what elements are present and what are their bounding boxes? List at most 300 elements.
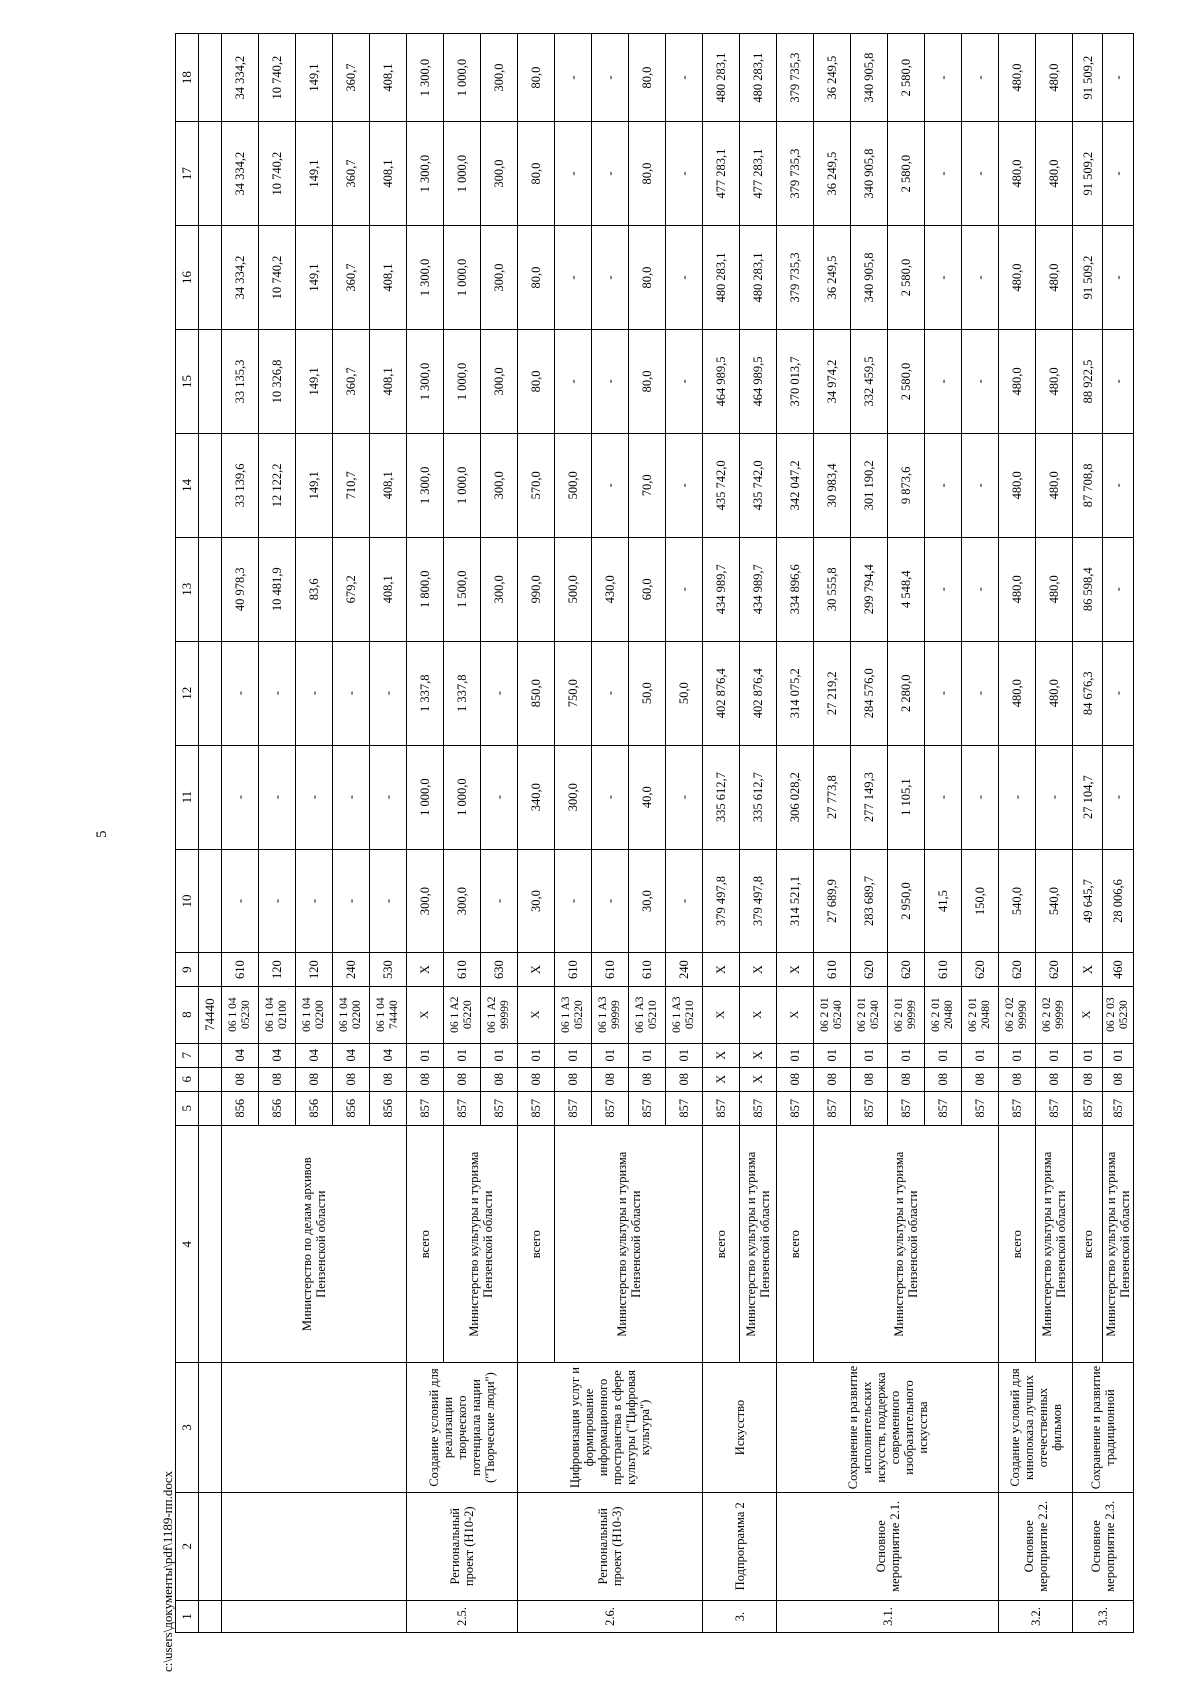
data-cell: 08 (296, 1067, 333, 1091)
data-cell: - (370, 641, 407, 745)
column-header: 2 (176, 1492, 199, 1601)
data-cell: 480,0 (999, 226, 1036, 330)
data-cell: 530 (370, 953, 407, 986)
data-cell: - (925, 641, 962, 745)
data-cell: 33 135,3 (222, 329, 259, 433)
column-header: 7 (176, 1043, 199, 1067)
table-row (199, 34, 222, 1633)
data-cell: 91 509,2 (1073, 226, 1103, 330)
data-cell: 01 (962, 1043, 999, 1067)
data-cell: 408,1 (370, 34, 407, 122)
column-header: 1 (176, 1601, 199, 1633)
data-cell: 857 (1103, 1091, 1134, 1125)
column-header: 10 (176, 849, 199, 953)
data-cell: 1 337,8 (444, 641, 481, 745)
data-cell: 300,0 (481, 329, 518, 433)
table-row (176, 34, 199, 1633)
data-cell: 06 1 A2 05220 (444, 986, 481, 1043)
data-cell: 149,1 (296, 433, 333, 537)
data-cell: 480,0 (1036, 226, 1073, 330)
data-cell: 435 742,0 (740, 433, 777, 537)
data-cell: 360,7 (333, 122, 370, 226)
data-cell: 80,0 (629, 34, 666, 122)
data-cell: 08 (814, 1067, 851, 1091)
data-cell: 856 (370, 1091, 407, 1125)
data-cell: 434 989,7 (703, 537, 740, 641)
empty-cell (199, 122, 222, 226)
data-cell: - (1103, 433, 1134, 537)
data-cell: - (1103, 745, 1134, 849)
data-cell: 334 896,6 (777, 537, 814, 641)
total-label: всего (777, 1125, 814, 1363)
data-cell: 379 735,3 (777, 122, 814, 226)
data-cell: X (1073, 953, 1103, 986)
data-cell: - (999, 745, 1036, 849)
data-cell: X (518, 953, 555, 986)
data-cell: 01 (629, 1043, 666, 1067)
data-cell: 379 497,8 (703, 849, 740, 953)
data-cell: 34 334,2 (222, 122, 259, 226)
data-cell: - (592, 433, 629, 537)
data-cell: 06 1 04 74440 (370, 986, 407, 1043)
table-row (222, 34, 259, 1633)
data-cell: - (666, 329, 703, 433)
data-cell: 01 (481, 1043, 518, 1067)
data-cell: 01 (1036, 1043, 1073, 1067)
data-cell: 36 249,5 (814, 34, 851, 122)
data-cell: X (777, 986, 814, 1043)
data-cell: - (925, 34, 962, 122)
data-cell: 1 300,0 (407, 433, 444, 537)
data-cell: 34 334,2 (222, 34, 259, 122)
data-cell: 88 922,5 (1073, 329, 1103, 433)
data-cell: 408,1 (370, 433, 407, 537)
data-cell: 342 047,2 (777, 433, 814, 537)
data-cell: 408,1 (370, 226, 407, 330)
data-cell: 283 689,7 (851, 849, 888, 953)
data-cell: 850,0 (518, 641, 555, 745)
total-label: всего (407, 1125, 444, 1363)
page-number: 5 (94, 830, 110, 838)
data-cell: 40 978,3 (222, 537, 259, 641)
data-cell: X (703, 1067, 740, 1091)
data-cell: 402 876,4 (703, 641, 740, 745)
total-label: всего (518, 1125, 555, 1363)
data-cell: 06 1 A2 99999 (481, 986, 518, 1043)
data-cell: - (925, 122, 962, 226)
data-cell: 857 (407, 1091, 444, 1125)
data-cell: 610 (925, 953, 962, 986)
data-cell: 49 645,7 (1073, 849, 1103, 953)
data-cell: 01 (592, 1043, 629, 1067)
data-cell: 610 (629, 953, 666, 986)
data-cell: 01 (925, 1043, 962, 1067)
data-cell: - (1103, 329, 1134, 433)
data-cell: 1 800,0 (407, 537, 444, 641)
data-cell: 41,5 (925, 849, 962, 953)
item-description: Создание условий для реализации творческого потенциала нации ("Творческие люди") (407, 1363, 518, 1492)
data-cell: 402 876,4 (740, 641, 777, 745)
data-cell: - (333, 641, 370, 745)
data-cell: 4 548,4 (888, 537, 925, 641)
data-cell: - (962, 745, 999, 849)
data-cell: X (740, 1043, 777, 1067)
data-cell: 1 000,0 (444, 226, 481, 330)
carry-over-code: 74440 (199, 986, 222, 1043)
data-cell: X (1073, 986, 1103, 1043)
data-cell: 340 905,8 (851, 122, 888, 226)
data-cell: 480,0 (999, 34, 1036, 122)
data-cell: - (925, 537, 962, 641)
data-cell: 10 740,2 (259, 226, 296, 330)
column-header: 14 (176, 433, 199, 537)
data-cell: 149,1 (296, 34, 333, 122)
data-cell: 08 (1036, 1067, 1073, 1091)
data-cell: - (333, 745, 370, 849)
data-cell: 2 580,0 (888, 122, 925, 226)
data-cell: 300,0 (481, 433, 518, 537)
column-header: 16 (176, 226, 199, 330)
data-cell: 1 105,1 (888, 745, 925, 849)
empty-cell (199, 1125, 222, 1363)
column-header: 18 (176, 34, 199, 122)
responsible-executor: Министерство культуры и туризма Пензенской области (740, 1125, 777, 1363)
data-cell: 10 481,9 (259, 537, 296, 641)
data-cell: 460 (1103, 953, 1134, 986)
data-cell: - (592, 226, 629, 330)
item-number: 3.2. (999, 1601, 1073, 1633)
data-cell: 620 (888, 953, 925, 986)
data-cell: 08 (1073, 1067, 1103, 1091)
table-row (518, 34, 555, 1633)
data-cell: 06 2 02 99999 (1036, 986, 1073, 1043)
data-cell: 87 708,8 (1073, 433, 1103, 537)
data-cell: 480 283,1 (740, 34, 777, 122)
data-cell: 08 (481, 1067, 518, 1091)
data-cell: 06 1 04 02200 (296, 986, 333, 1043)
data-cell: 83,6 (296, 537, 333, 641)
data-cell: 06 1 A3 05210 (629, 986, 666, 1043)
data-cell: - (259, 641, 296, 745)
data-cell: 857 (814, 1091, 851, 1125)
data-cell: 408,1 (370, 537, 407, 641)
data-cell: - (962, 537, 999, 641)
item-number: 3.3. (1073, 1601, 1134, 1633)
data-cell: 408,1 (370, 329, 407, 433)
data-cell: 314 075,2 (777, 641, 814, 745)
total-label: всего (1073, 1125, 1103, 1363)
data-cell: 36 249,5 (814, 226, 851, 330)
data-cell: 08 (962, 1067, 999, 1091)
data-cell: 610 (592, 953, 629, 986)
item-name: Основное мероприятие 2.2. (999, 1492, 1073, 1601)
data-cell: 480,0 (1036, 537, 1073, 641)
data-cell: 01 (1073, 1043, 1103, 1067)
data-cell: 40,0 (629, 745, 666, 849)
data-cell: X (740, 986, 777, 1043)
data-cell: 01 (518, 1043, 555, 1067)
data-cell: - (592, 329, 629, 433)
data-cell: 91 509,2 (1073, 122, 1103, 226)
data-cell: 84 676,3 (1073, 641, 1103, 745)
program-finance-table (175, 33, 1134, 1633)
data-cell: 480,0 (999, 641, 1036, 745)
data-cell: - (555, 849, 592, 953)
data-cell: 34 974,2 (814, 329, 851, 433)
item-description: Создание условий для кинопоказа лучших отечественных фильмов (999, 1363, 1073, 1492)
data-cell: - (592, 641, 629, 745)
data-cell: - (1103, 226, 1134, 330)
item-description: Сохранение и развитие исполнительских искусств, поддержка современного изобразительного искусства (777, 1363, 999, 1492)
data-cell: 30 555,8 (814, 537, 851, 641)
data-cell: 08 (555, 1067, 592, 1091)
data-cell: 28 006,6 (1103, 849, 1134, 953)
column-header: 6 (176, 1067, 199, 1091)
data-cell: 70,0 (629, 433, 666, 537)
data-cell: 01 (999, 1043, 1036, 1067)
item-number: 3.1. (777, 1601, 999, 1633)
data-cell: - (222, 745, 259, 849)
data-cell: 149,1 (296, 122, 333, 226)
data-cell: 277 149,3 (851, 745, 888, 849)
data-cell: 06 2 01 20480 (925, 986, 962, 1043)
data-cell: 08 (333, 1067, 370, 1091)
data-cell: 80,0 (629, 122, 666, 226)
data-cell: 306 028,2 (777, 745, 814, 849)
data-cell: 480,0 (1036, 122, 1073, 226)
data-cell: 08 (1103, 1067, 1134, 1091)
table-body (176, 34, 1134, 1633)
data-cell: - (1103, 122, 1134, 226)
data-cell: - (222, 641, 259, 745)
data-cell: 610 (555, 953, 592, 986)
empty-cell (222, 1492, 407, 1601)
data-cell: - (666, 849, 703, 953)
data-cell: - (1103, 34, 1134, 122)
data-cell: 857 (444, 1091, 481, 1125)
data-cell: 50,0 (629, 641, 666, 745)
data-cell: 284 576,0 (851, 641, 888, 745)
data-cell: 610 (444, 953, 481, 986)
empty-cell (199, 433, 222, 537)
data-cell: - (592, 745, 629, 849)
data-cell: 314 521,1 (777, 849, 814, 953)
data-cell: 1 337,8 (407, 641, 444, 745)
column-header: 13 (176, 537, 199, 641)
data-cell: 500,0 (555, 537, 592, 641)
data-cell: - (555, 122, 592, 226)
data-cell: - (481, 641, 518, 745)
table-row (1073, 34, 1103, 1633)
data-cell: - (962, 226, 999, 330)
data-cell: X (703, 1043, 740, 1067)
data-cell: 2 580,0 (888, 34, 925, 122)
data-cell: 08 (666, 1067, 703, 1091)
data-cell: - (259, 745, 296, 849)
data-cell: 1 000,0 (444, 329, 481, 433)
data-cell: 480,0 (1036, 329, 1073, 433)
data-cell: 857 (666, 1091, 703, 1125)
data-cell: 857 (740, 1091, 777, 1125)
data-cell: - (222, 849, 259, 953)
data-cell: 120 (296, 953, 333, 986)
data-cell: 60,0 (629, 537, 666, 641)
data-cell: 1 000,0 (444, 34, 481, 122)
data-cell: X (703, 953, 740, 986)
data-cell: 464 989,5 (703, 329, 740, 433)
data-cell: 857 (999, 1091, 1036, 1125)
data-cell: - (555, 329, 592, 433)
empty-cell (199, 849, 222, 953)
data-cell: 08 (777, 1067, 814, 1091)
data-cell: 340 905,8 (851, 34, 888, 122)
data-cell: 1 000,0 (444, 745, 481, 849)
data-cell: 10 326,8 (259, 329, 296, 433)
data-cell: 540,0 (999, 849, 1036, 953)
data-cell: X (407, 986, 444, 1043)
data-cell: 149,1 (296, 226, 333, 330)
data-cell: 08 (999, 1067, 1036, 1091)
data-cell: 857 (703, 1091, 740, 1125)
data-cell: 630 (481, 953, 518, 986)
table-row (703, 34, 740, 1633)
empty-cell (199, 34, 222, 122)
data-cell: 80,0 (518, 226, 555, 330)
data-cell: 06 1 A3 05220 (555, 986, 592, 1043)
data-cell: 434 989,7 (740, 537, 777, 641)
data-cell: 06 1 04 05230 (222, 986, 259, 1043)
data-cell: 01 (814, 1043, 851, 1067)
data-cell: - (259, 849, 296, 953)
data-cell: 27 104,7 (1073, 745, 1103, 849)
data-cell: 610 (814, 953, 851, 986)
data-cell: 856 (296, 1091, 333, 1125)
data-cell: X (703, 986, 740, 1043)
data-cell: 300,0 (481, 226, 518, 330)
data-cell: - (555, 226, 592, 330)
responsible-executor: Министерство культуры и туризма Пензенской области (1036, 1125, 1073, 1363)
data-cell: 80,0 (629, 329, 666, 433)
data-cell: - (296, 641, 333, 745)
data-cell: 857 (518, 1091, 555, 1125)
data-cell: 01 (777, 1043, 814, 1067)
empty-cell (199, 1601, 222, 1633)
empty-cell (199, 1043, 222, 1067)
data-cell: - (296, 745, 333, 849)
data-cell: 01 (555, 1043, 592, 1067)
data-cell: 360,7 (333, 226, 370, 330)
empty-cell (199, 1363, 222, 1492)
column-header: 4 (176, 1125, 199, 1363)
data-cell: 857 (962, 1091, 999, 1125)
data-cell: 30,0 (629, 849, 666, 953)
data-cell: 857 (1073, 1091, 1103, 1125)
data-cell: 08 (407, 1067, 444, 1091)
item-number: 2.6. (518, 1601, 703, 1633)
data-cell: 08 (592, 1067, 629, 1091)
responsible-executor: Министерство по делам архивов Пензенской области (222, 1125, 407, 1363)
data-cell: 36 249,5 (814, 122, 851, 226)
data-cell: 620 (962, 953, 999, 986)
data-cell: - (666, 122, 703, 226)
data-cell: - (296, 849, 333, 953)
data-cell: 620 (999, 953, 1036, 986)
empty-cell (199, 1067, 222, 1091)
data-cell: 990,0 (518, 537, 555, 641)
data-cell: 2 950,0 (888, 849, 925, 953)
responsible-executor: Министерство культуры и туризма Пензенской области (444, 1125, 518, 1363)
data-cell: 857 (925, 1091, 962, 1125)
data-cell: 04 (370, 1043, 407, 1067)
data-cell: 710,7 (333, 433, 370, 537)
data-cell: 857 (888, 1091, 925, 1125)
data-cell: 80,0 (518, 329, 555, 433)
column-header: 12 (176, 641, 199, 745)
data-cell: 27 689,9 (814, 849, 851, 953)
data-cell: 464 989,5 (740, 329, 777, 433)
empty-cell (199, 953, 222, 986)
column-header: 15 (176, 329, 199, 433)
data-cell: 856 (259, 1091, 296, 1125)
data-cell: 06 2 02 99990 (999, 986, 1036, 1043)
responsible-executor: Министерство культуры и туризма Пензенской области (814, 1125, 999, 1363)
data-cell: X (777, 953, 814, 986)
data-cell: 480 283,1 (740, 226, 777, 330)
data-cell: - (962, 641, 999, 745)
data-cell: 240 (666, 953, 703, 986)
data-cell: 86 598,4 (1073, 537, 1103, 641)
data-cell: 2 580,0 (888, 329, 925, 433)
item-name: Основное мероприятие 2.1. (777, 1492, 999, 1601)
data-cell: 30 983,4 (814, 433, 851, 537)
data-cell: - (925, 329, 962, 433)
data-cell: 06 1 A3 05210 (666, 986, 703, 1043)
data-cell: 06 2 01 20480 (962, 986, 999, 1043)
data-cell: 06 1 04 02100 (259, 986, 296, 1043)
empty-cell (199, 641, 222, 745)
data-cell: 01 (851, 1043, 888, 1067)
data-cell: 06 1 A3 99999 (592, 986, 629, 1043)
data-cell: 1 000,0 (407, 745, 444, 849)
empty-cell (199, 329, 222, 433)
data-cell: 06 2 01 05240 (851, 986, 888, 1043)
data-cell: 08 (629, 1067, 666, 1091)
data-cell: 480,0 (999, 537, 1036, 641)
data-cell: 10 740,2 (259, 122, 296, 226)
data-cell: 360,7 (333, 34, 370, 122)
total-label: всего (999, 1125, 1036, 1363)
data-cell: 1 300,0 (407, 34, 444, 122)
data-cell: 301 190,2 (851, 433, 888, 537)
data-cell: 379 497,8 (740, 849, 777, 953)
item-name: Региональный проект (Н10-2) (407, 1492, 518, 1601)
data-cell: 856 (222, 1091, 259, 1125)
data-cell: 610 (222, 953, 259, 986)
data-cell: 500,0 (555, 433, 592, 537)
footer-path: c:\users\документы\pdf\1189-пп.docx (160, 1470, 175, 1672)
data-cell: 80,0 (629, 226, 666, 330)
data-cell: 1 300,0 (407, 226, 444, 330)
data-cell: - (1036, 745, 1073, 849)
data-cell: 750,0 (555, 641, 592, 745)
data-cell: 08 (925, 1067, 962, 1091)
data-cell: 10 740,2 (259, 34, 296, 122)
column-header: 8 (176, 986, 199, 1043)
data-cell: 379 735,3 (777, 226, 814, 330)
data-cell: X (740, 1067, 777, 1091)
data-cell: 08 (888, 1067, 925, 1091)
data-cell: 300,0 (481, 122, 518, 226)
